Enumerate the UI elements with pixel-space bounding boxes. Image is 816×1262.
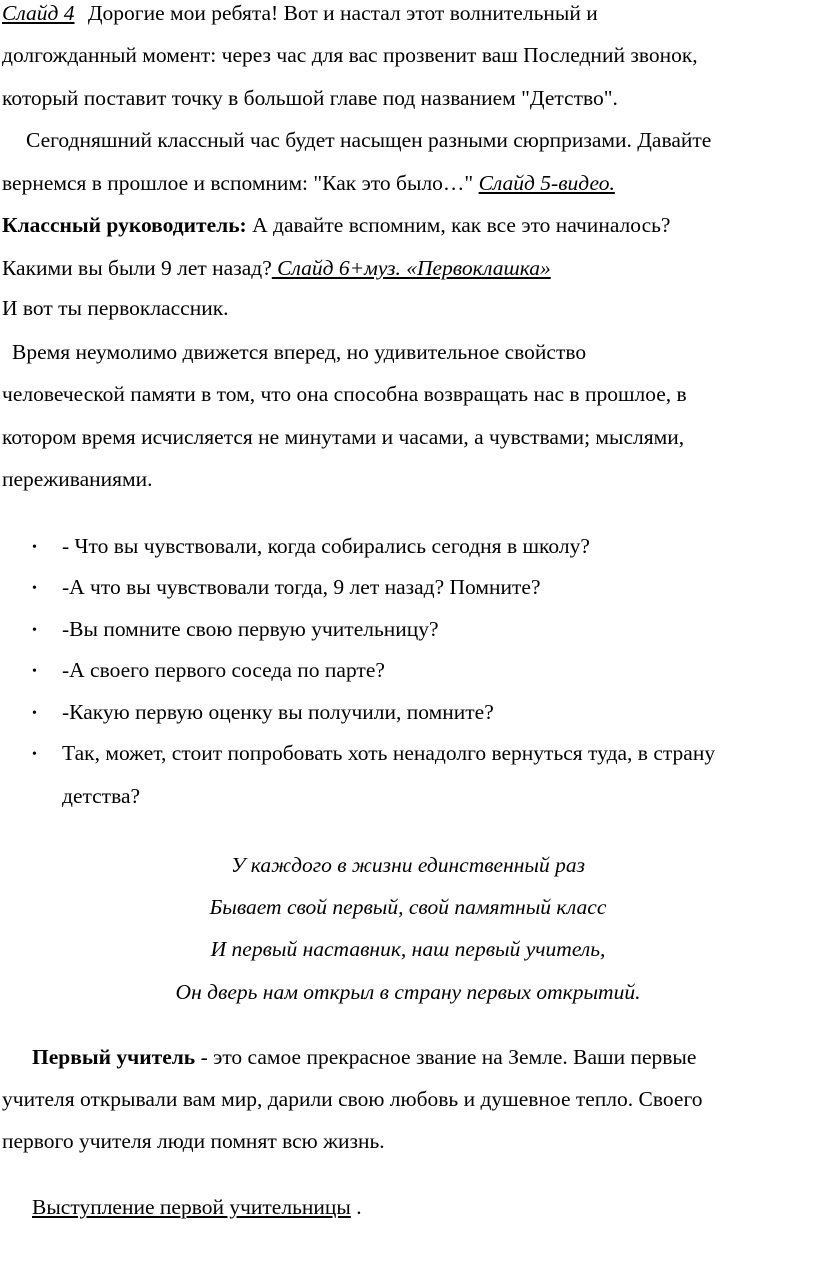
speech-heading: Выступление первой учительницы: [32, 1195, 351, 1219]
list-item: -А своего первого соседа по парте?: [62, 658, 385, 682]
list-item: -А что вы чувствовали тогда, 9 лет назад? Помните?: [62, 575, 541, 599]
speech-heading-tail: .: [350, 1195, 362, 1219]
paragraph-4-line-1: И вот ты первоклассник.: [2, 296, 229, 320]
bullet-icon: •: [32, 623, 37, 638]
paragraph-6-line-2: учителя открывали вам мир, дарили свою любовь и душевное тепло. Своего: [2, 1087, 703, 1111]
paragraph-5-line-1: Время неумолимо движется вперед, но удивительное свойство: [12, 340, 587, 364]
list-item: - Что вы чувствовали, когда собирались сегодня в школу?: [62, 534, 590, 558]
paragraph-6-text: - это самое прекрасное звание на Земле. Ваши первые: [195, 1045, 697, 1069]
paragraph-3-text: А давайте вспомним, как все это начиналось?: [246, 213, 671, 237]
slide-6-label: Слайд 6+муз. «Первоклашка»: [271, 256, 551, 280]
paragraph-6-line-3: первого учителя люди помнят всю жизнь.: [2, 1129, 385, 1153]
paragraph-1-line-2: долгожданный момент: через час для вас прозвенит ваш Последний звонок,: [2, 43, 698, 67]
paragraph-6-line-1: [32, 1047, 696, 1069]
paragraph-7-line-1: [32, 1197, 362, 1219]
slide-4-label: Слайд 4: [2, 1, 75, 25]
bullet-icon: •: [32, 581, 37, 596]
paragraph-2-line-2: [2, 173, 615, 195]
list-item-continuation: детства?: [62, 784, 141, 808]
paragraph-3-text-2: Какими вы были 9 лет назад?: [2, 256, 272, 280]
list-item: Так, может, стоит попробовать хоть ненадолго вернуться туда, в страну: [62, 741, 716, 765]
paragraph-1-text: Дорогие мои ребята! Вот и настал этот волнительный и: [87, 1, 598, 25]
poem-line: У каждого в жизни единственный раз: [230, 853, 586, 877]
paragraph-5-line-2: человеческой памяти в том, что она способна возвращать нас в прошлое, в: [2, 382, 687, 406]
paragraph-2-line-1: Сегодняшний классный час будет насыщен разными сюрпризами. Давайте: [26, 128, 712, 152]
paragraph-1-line-3: который поставит точку в большой главе под названием "Детство".: [2, 86, 618, 110]
paragraph-5-line-4: переживаниями.: [2, 467, 153, 491]
list-item: -Какую первую оценку вы получили, помните?: [62, 700, 494, 724]
paragraph-2-text: вернемся в прошлое и вспомним: "Как это было…": [2, 171, 479, 195]
paragraph-3-line-1: [2, 215, 670, 237]
poem-line: Он дверь нам открыл в страну первых открытий.: [175, 980, 641, 1004]
bullet-icon: •: [32, 747, 37, 762]
poem-line: И первый наставник, наш первый учитель,: [210, 937, 606, 961]
first-teacher-term: Первый учитель: [32, 1045, 196, 1069]
bullet-icon: •: [32, 706, 37, 721]
slide-5-label: Слайд 5-видео.: [478, 171, 615, 195]
paragraph-3-line-2: [2, 258, 551, 280]
list-item: -Вы помните свою первую учительницу?: [62, 617, 439, 641]
poem-line: Бывает свой первый, свой памятный класс: [209, 895, 607, 919]
bullet-icon: •: [32, 664, 37, 679]
paragraph-1-line-1: [2, 3, 598, 25]
bullet-icon: •: [32, 540, 37, 555]
speaker-label: Классный руководитель:: [2, 213, 247, 237]
paragraph-5-line-3: котором время исчисляется не минутами и часами, а чувствами; мыслями,: [2, 425, 685, 449]
